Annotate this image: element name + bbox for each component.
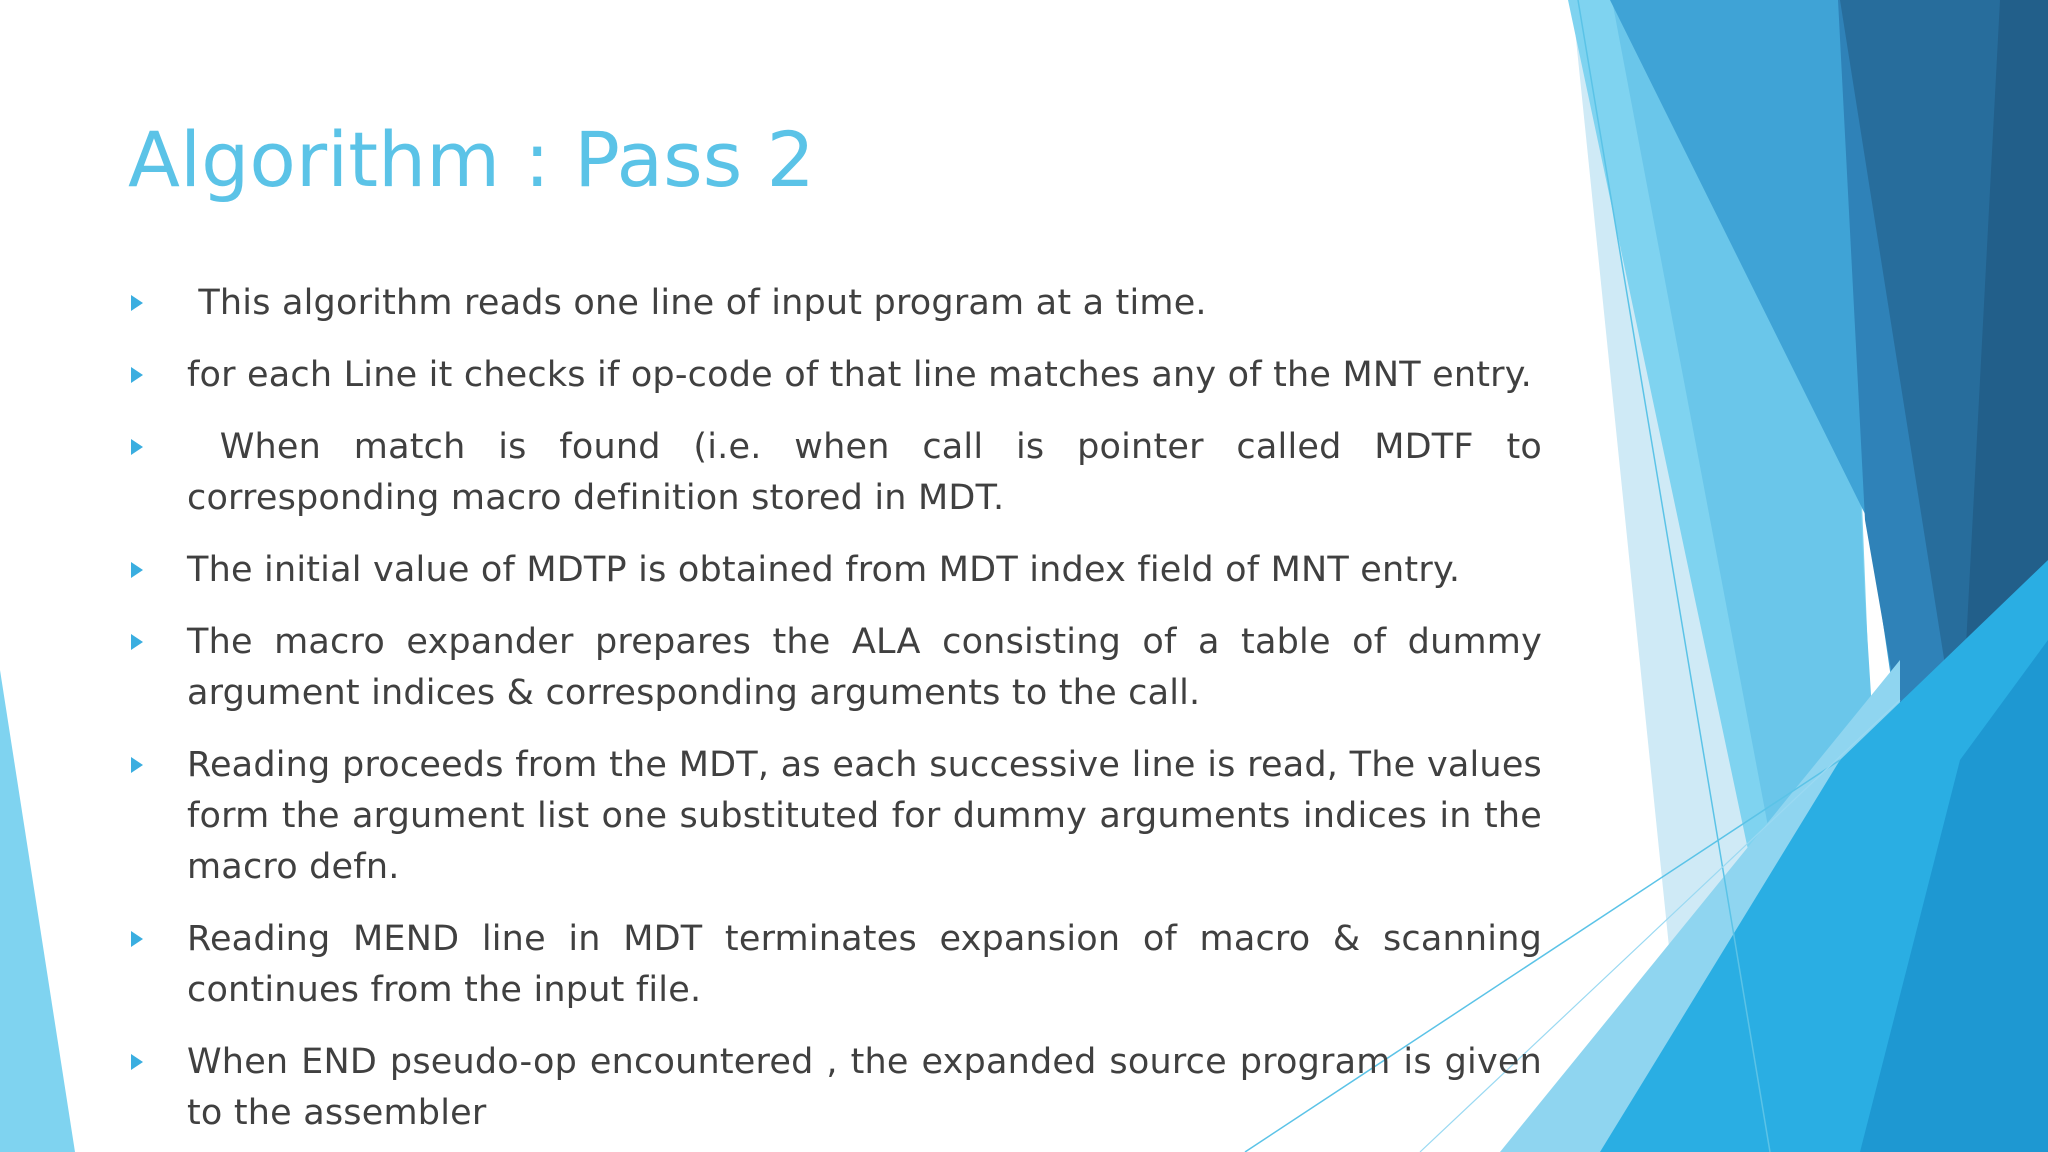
bullet-text: When match is found (i.e. when call is pointer called MDTF to corresponding macro definition stored in MDT. [187,427,1542,518]
bullet-item [128,278,1542,329]
bullet-list [128,278,1542,1152]
bullet-text: The macro expander prepares the ALA consisting of a table of dummy argument indices & corresponding arguments to the call. [187,622,1542,713]
bullet-text: When END pseudo-op encountered , the expanded source program is given to the assembler [187,1042,1542,1133]
bullet-text: The initial value of MDTP is obtained from MDT index field of MNT entry. [187,550,1461,590]
bullet-item [128,1037,1542,1139]
triangle-bullet-icon [131,367,143,383]
triangle-bullet-icon [131,295,143,311]
triangle-bullet-icon [131,931,143,947]
bullet-item [128,350,1542,401]
bullet-text: This algorithm reads one line of input program at a time. [187,283,1207,323]
bullet-text: Reading proceeds from the MDT, as each successive line is read, The values form the argument list one substituted for dummy arguments indices in the macro defn. [187,745,1542,887]
left-edge-shape [0,670,75,1152]
bullet-item [128,617,1542,719]
slide-title: Algorithm : Pass 2 [128,115,815,204]
triangle-bullet-icon [131,1054,143,1070]
triangle-bullet-icon [131,562,143,578]
bullet-item [128,740,1542,893]
triangle-bullet-icon [131,439,143,455]
triangle-bullet-icon [131,634,143,650]
bullet-text: Reading MEND line in MDT terminates expansion of macro & scanning continues from the input file. [187,919,1542,1010]
triangle-bullet-icon [131,757,143,773]
bullet-item [128,545,1542,596]
bullet-text: for each Line it checks if op-code of that line matches any of the MNT entry. [187,355,1533,395]
bullet-item [128,422,1542,524]
bullet-item [128,914,1542,1016]
